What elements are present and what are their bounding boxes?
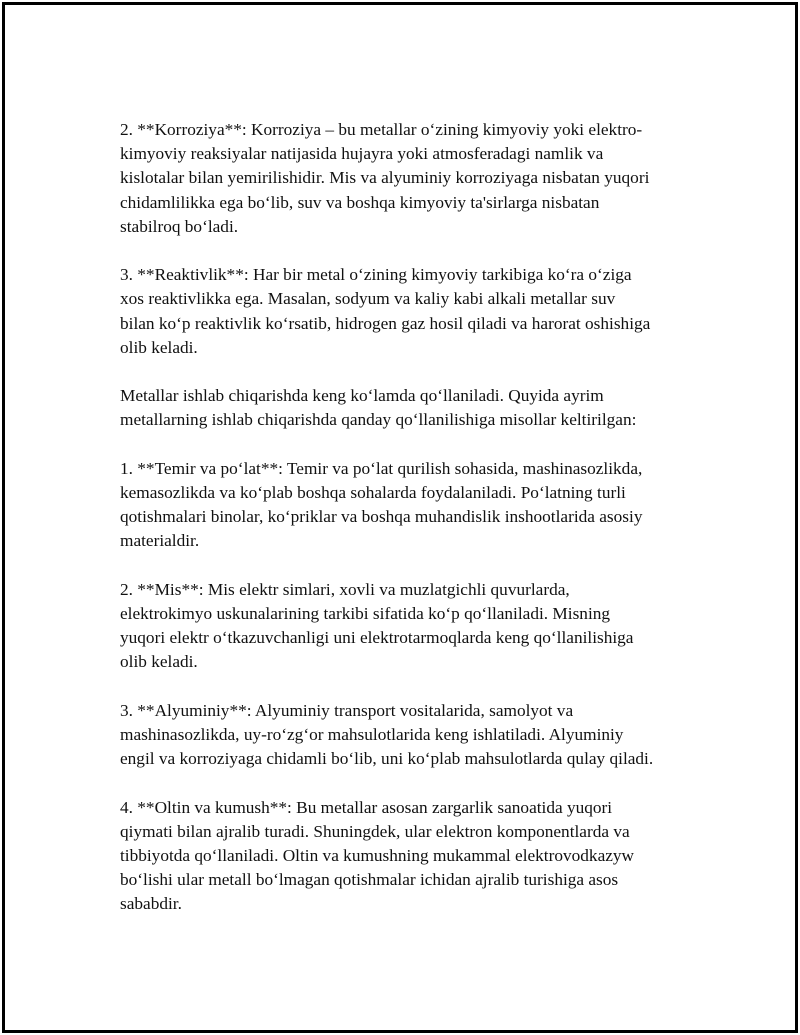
paragraph-gold-silver: 4. **Oltin va kumush**: Bu metallar asosan zargarlik sanoatida yuqori qiymati bilan ajralib turadi. Shuningdek, ular elektron komponentlarda va tibbiyotda qo‘llaniladi. Oltin va kumushning mukammal elektrovodkazyw bo‘lishi ular metall bo‘lmagan qotishmalar ichidan ajralib turishiga asos sababdir. — [120, 797, 635, 914]
paragraph-copper: 2. **Mis**: Mis elektr simlari, xovli va muzlatgichli quvurlarda, elektrokimyo uskunalarining tarkibi sifatida ko‘p qo‘llaniladi. Misning yuqori elektr o‘tkazuvchanligi uni elektrotarmoqlarda keng qo‘llanilishiga olib keladi. — [120, 579, 634, 672]
paragraph-reactivity: 3. **Reaktivlik**: Har bir metal o‘zining kimyoviy tarkibiga ko‘ra o‘ziga xos reaktivlikka ega. Masalan, sodyum va kaliy kabi alkali metallar suv bilan ko‘p reaktivlik ko‘rsatib, hidrogen gaz hosil qiladi va harorat oshishiga olib keladi. — [120, 265, 651, 357]
paragraph-aluminium: 3. **Alyuminiy**: Alyuminiy transport vositalarida, samolyot va mashinasozlikda, uy-ro‘zg‘or mahsulotlarida keng ishlatiladi. Alyuminiy engil va korroziyaga chidamli bo‘lib, uni ko‘plab mahsulotlarda qulay qiladi. — [120, 700, 654, 769]
paragraph-corrosion: 2. **Korroziya**: Korroziya – bu metallar o‘zining kimyoviy yoki elektro- kimyoviy reaksiyalar natijasida hujayra yoki atmosferadagi namlik va kislotalar bilan yemirilishidir. Mis va alyuminiy korroziyaga nisbatan yuqori chidamlilikka ega bo‘lib, suv va boshqa kimyoviy ta'sirlarga nisbatan stabilroq bo‘ladi. — [120, 120, 650, 236]
page-frame — [2, 2, 798, 1033]
paragraph-iron-steel: 1. **Temir va po‘lat**: Temir va po‘lat qurilish sohasida, mashinasozlikda, kemasozlikda va ko‘plab boshqa sohalarda foydalaniladi. Po‘latning turli qotishmalari binolar, ko‘priklar va boshqa muhandislik inshootlarida asosiy materialdir. — [120, 458, 643, 551]
paragraph-production-intro: Metallar ishlab chiqarishda keng ko‘lamda qo‘llaniladi. Quyida ayrim metallarning ishlab chiqarishda qanday qo‘llanilishiga misollar keltirilgan: — [120, 386, 637, 430]
document-body — [120, 118, 710, 941]
